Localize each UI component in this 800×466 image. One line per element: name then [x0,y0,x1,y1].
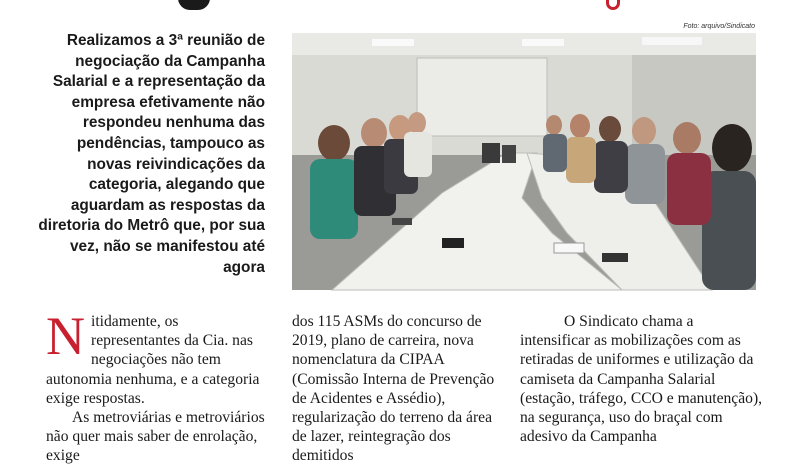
header-graphic-fragment [178,0,210,10]
column-1 [46,306,266,466]
column-2-text: dos 115 ASMs do concurso de 2019, plano de carreira, nova nomenclatura da CIPAA (Comissão Interna de Prevenção de Acidentes e Assédio), regularização do terreno da área de lazer, reintegração dos demitidos [292,313,495,465]
article-body [46,306,766,465]
column-2 [292,312,502,466]
column-1-paragraph-2: As metroviárias e metroviários não quer mais saber de enrolação, exige [46,409,265,465]
column-3-text: O Sindicato chama a intensificar as mobilizações com as retiradas de uniformes e utilização da camiseta da Campanha Salarial (estação, tráfego, CCO e manutenção), na segurança, uso do braçal com adesivo da Campanha [520,313,763,446]
lede-paragraph: Realizamos a 3ª reunião de negociação da Campanha Salarial e a representação da empresa efetivamente não respondeu nenhuma das pendências, tampouco as novas reivindicações da categoria, alegando que aguardam as respostas da diretoria do Metrô que, por sua vez, não se manifestou até agora [38,32,265,276]
column-3 [520,312,766,446]
column-1-paragraph-1: itidamente, os representantes da Cia. nas negociações não tem autonomia nenhuma, e a categoria exige respostas. [46,313,260,407]
meeting-photo [292,33,756,290]
drop-cap: N [46,306,85,366]
photo-credit: Foto: arquivo/Sindicato [683,23,755,30]
header-red-glyph-fragment [606,0,620,10]
